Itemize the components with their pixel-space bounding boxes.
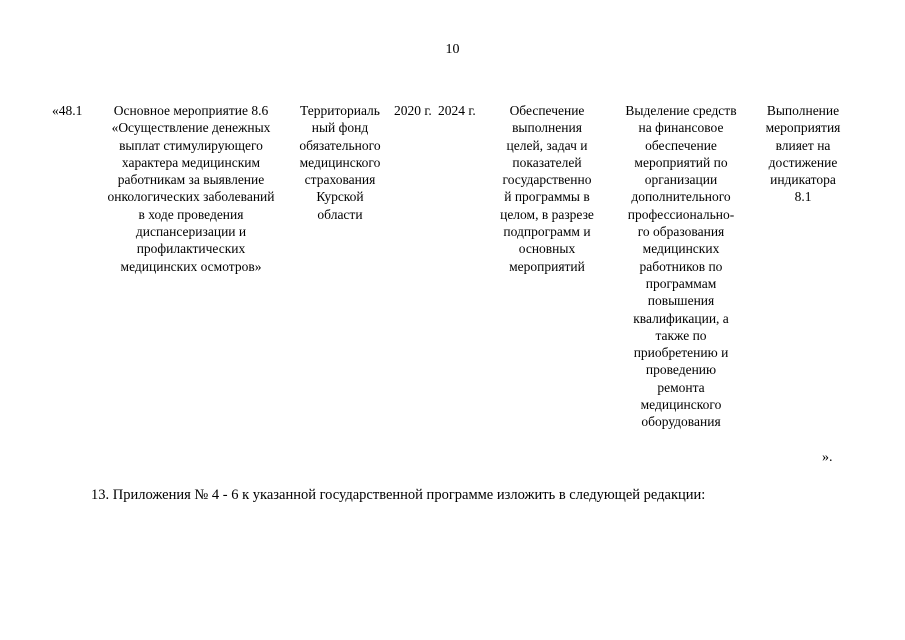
indicator-link-line: Выполнение xyxy=(766,103,840,118)
measure-name-line: медицинских осмотров» xyxy=(120,258,262,274)
expected-result-line: показателей xyxy=(512,154,582,170)
measure-name-line: профилактических xyxy=(136,241,246,257)
indicator-link-line: индикатора xyxy=(770,172,836,188)
expected-result-line: государственно xyxy=(502,172,592,188)
expected-result-line: Обеспечение xyxy=(509,103,585,118)
measure-content-line: организации xyxy=(644,172,718,188)
measure-content-line: мероприятий по xyxy=(634,154,728,170)
executor-line: ный фонд xyxy=(311,120,369,136)
closing-quote: ». xyxy=(822,450,833,465)
expected-result-line: основных xyxy=(518,241,576,257)
measure-name-line: «Осуществление денежных xyxy=(111,120,271,136)
measure-content-line: дополнительного xyxy=(631,189,731,205)
executor-line: Курской xyxy=(316,189,364,205)
measure-content-line: медицинского xyxy=(640,397,722,413)
executor-cell xyxy=(291,102,389,223)
measure-name-cell xyxy=(95,102,287,275)
page-number: 10 xyxy=(445,42,460,57)
end-year: 2024 г. xyxy=(438,103,476,118)
measure-name-line: Основное мероприятие 8.6 xyxy=(113,103,269,118)
expected-result-line: й программы в xyxy=(504,189,590,205)
indicator-link-line: 8.1 xyxy=(794,189,812,205)
measure-content-line: на финансовое xyxy=(638,120,724,136)
indicator-link-line: влияет на xyxy=(775,137,831,153)
measure-content-line: программам xyxy=(645,275,717,291)
indicator-link-cell xyxy=(753,102,853,206)
measure-name-line: в ходе проведения xyxy=(138,206,244,222)
measure-content-line: оборудования xyxy=(641,414,721,430)
expected-result-line: подпрограмм и xyxy=(503,224,591,240)
paragraph-13: 13. Приложения № 4 - 6 к указанной государственной программе изложить в следующей редакции: xyxy=(91,487,706,503)
executor-line: медицинского xyxy=(299,154,381,170)
measure-content-line: обеспечение xyxy=(645,137,717,153)
expected-result-line: целей, задач и xyxy=(506,137,588,153)
measure-content-line: профессионально- xyxy=(627,206,735,222)
expected-result-line: целом, в разрезе xyxy=(500,206,594,222)
measure-name-line: характера медицинским xyxy=(121,154,261,170)
executor-line: Территориаль xyxy=(300,103,380,118)
executor-line: страхования xyxy=(304,172,376,188)
expected-result-cell xyxy=(489,102,605,275)
measure-name-line: диспансеризации и xyxy=(135,224,247,240)
indicator-link-line: достижение xyxy=(768,154,838,170)
measure-content-line: также по xyxy=(655,327,707,343)
measure-name-line: выплат стимулирующего xyxy=(119,137,263,153)
measure-content-line: Выделение средств xyxy=(625,103,737,118)
measure-name-line: онкологических заболеваний xyxy=(107,189,275,205)
measure-content-line: работников по xyxy=(639,258,723,274)
measure-content-line: квалификации, а xyxy=(633,310,729,326)
row-number: «48.1 xyxy=(52,103,83,118)
executor-line: обязательного xyxy=(299,137,381,153)
measure-content-line: го образования xyxy=(637,224,725,240)
measure-name-line: работникам за выявление xyxy=(117,172,265,188)
measure-content-cell xyxy=(611,102,751,431)
expected-result-line: мероприятий xyxy=(509,258,585,274)
indicator-link-line: мероприятия xyxy=(765,120,841,136)
executor-line: области xyxy=(317,206,363,222)
measure-content-line: проведению xyxy=(645,362,717,378)
expected-result-line: выполнения xyxy=(512,120,582,136)
measure-content-line: приобретению и xyxy=(633,345,729,361)
measure-content-line: повышения xyxy=(647,293,715,309)
measure-content-line: медицинских xyxy=(642,241,720,257)
start-year: 2020 г. xyxy=(394,103,432,118)
measure-content-line: ремонта xyxy=(657,379,705,395)
